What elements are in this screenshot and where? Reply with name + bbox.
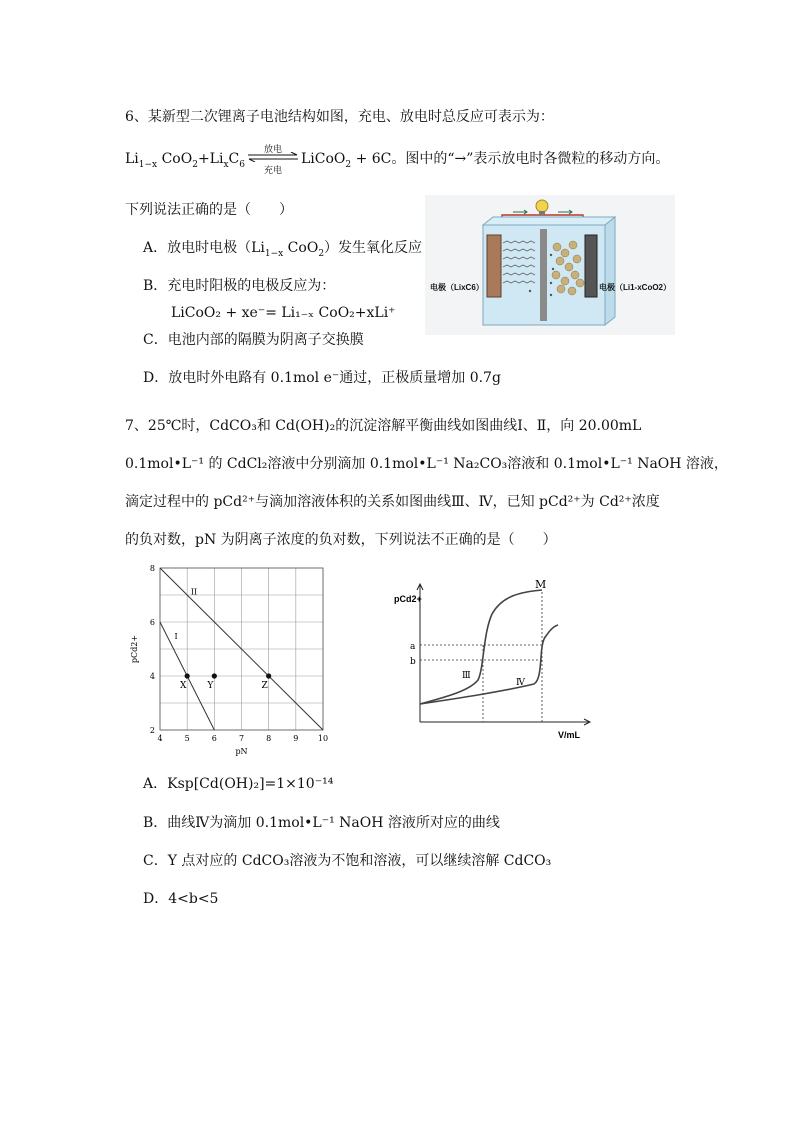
opt-text: ）发生氧化反应 bbox=[324, 240, 423, 256]
solubility-chart bbox=[125, 560, 340, 760]
x-axis-label: V/mL bbox=[558, 730, 581, 740]
eq-part: C bbox=[228, 151, 240, 167]
x-axis-label: pN bbox=[235, 747, 248, 756]
data-point-Z bbox=[266, 673, 271, 678]
opt-sub: 1−x bbox=[264, 248, 284, 259]
titration-chart bbox=[380, 572, 600, 750]
q6-option-a bbox=[143, 238, 422, 258]
eq-part: Li bbox=[125, 151, 139, 167]
point-label-Y: Y bbox=[207, 681, 214, 691]
q7-option-d: D．4<b<5 bbox=[143, 891, 219, 907]
battery-diagram bbox=[425, 195, 675, 335]
x-tick-label: 6 bbox=[211, 734, 217, 743]
eq-sub: 1−x bbox=[138, 159, 158, 170]
q7-line-3: 滴定过程中的 pCd²⁺与滴加溶液体积的关系如图曲线Ⅲ、Ⅳ，已知 pCd²⁺为 Cd²⁺浓度 bbox=[125, 494, 660, 510]
y-mark-b: b bbox=[410, 657, 416, 667]
x-tick-label: 7 bbox=[238, 734, 245, 743]
x-tick-label: 8 bbox=[266, 734, 272, 743]
y-mark-a: a bbox=[410, 642, 416, 652]
curve-label-Ⅲ: Ⅲ bbox=[462, 671, 471, 681]
q7-line-1: 7、25℃时，CdCO₃和 Cd(OH)₂的沉淀溶解平衡曲线如图曲线Ⅰ、Ⅱ，向 20.00mL bbox=[125, 418, 642, 434]
opt-sub: 2 bbox=[318, 248, 325, 259]
titration-chart-svg bbox=[380, 572, 600, 750]
point-label-M: M bbox=[535, 578, 547, 591]
eq-sub: 6 bbox=[239, 159, 245, 170]
series-label-I: I bbox=[174, 631, 178, 641]
x-tick-label: 9 bbox=[293, 734, 299, 743]
y-axis-label: pCd2+ bbox=[130, 634, 139, 664]
battery-left-label: 电极（LixC6） bbox=[430, 283, 484, 292]
y-tick-label: 2 bbox=[149, 726, 155, 735]
point-label-Z: Z bbox=[261, 681, 268, 691]
reversible-arrow bbox=[247, 145, 299, 176]
y-tick-label: 6 bbox=[149, 618, 155, 627]
curve-label-Ⅳ: Ⅳ bbox=[516, 678, 525, 688]
solubility-chart-svg bbox=[125, 560, 340, 760]
x-tick-label: 5 bbox=[184, 734, 190, 743]
q7-option-c: C．Y 点对应的 CdCO₃溶液为不饱和溶液，可以继续溶解 CdCO₃ bbox=[143, 853, 552, 869]
battery-figure bbox=[425, 195, 675, 335]
q6-option-b-equation: LiCoO₂ + xe⁻= Li₁₋ₓ CoO₂+xLi⁺ bbox=[171, 305, 396, 321]
q6-stem: 6、某新型二次锂离子电池结构如图，充电、放电时总反应可表示为： bbox=[125, 109, 554, 125]
battery-right-label: 电极（Li1-xCoO2） bbox=[599, 283, 672, 292]
eq-part: CoO bbox=[157, 151, 193, 167]
q6-question: 下列说法正确的是（ ） bbox=[125, 202, 293, 218]
data-point-Y bbox=[212, 673, 217, 678]
q7-line-2: 0.1mol•L⁻¹ 的 CdCl₂溶液中分别滴加 0.1mol•L⁻¹ Na₂CO₃溶液和 0.1mol•L⁻¹ NaOH 溶液， bbox=[125, 456, 728, 472]
eq-part: + 6C。图中的“→”表示放电时各微粒的移动方向。 bbox=[351, 151, 670, 167]
y-tick-label: 8 bbox=[149, 564, 155, 573]
q6-option-c: C．电池内部的隔膜为阴离子交换膜 bbox=[143, 332, 364, 348]
eq-part: +Li bbox=[197, 151, 224, 167]
eq-part: LiCoO bbox=[300, 151, 346, 167]
eq-sub: 2 bbox=[192, 159, 198, 170]
opt-text: CoO bbox=[283, 240, 319, 256]
x-tick-label: 4 bbox=[157, 734, 163, 743]
y-axis-label: pCd2+ bbox=[394, 594, 422, 604]
eq-sub: x bbox=[223, 159, 229, 170]
q7-option-a: A．Ksp[Cd(OH)₂]=1×10⁻¹⁴ bbox=[143, 776, 334, 792]
eq-sub: 2 bbox=[345, 159, 352, 170]
opt-text: A．放电时电极（Li bbox=[143, 240, 265, 256]
q6-option-b: B．充电时阳极的电极反应为： bbox=[143, 278, 336, 294]
arrow-top-label: 放电 bbox=[263, 145, 282, 155]
data-point-X bbox=[185, 673, 190, 678]
q7-option-b: B．曲线Ⅳ为滴加 0.1mol•L⁻¹ NaOH 溶液所对应的曲线 bbox=[143, 815, 500, 831]
q7-line-4: 的负对数，pN 为阴离子浓度的负对数，下列说法不正确的是（ ） bbox=[125, 532, 557, 548]
series-label-II: II bbox=[190, 587, 198, 597]
q6-equation bbox=[125, 145, 670, 176]
point-label-X: X bbox=[179, 681, 187, 691]
arrow-bottom-label: 充电 bbox=[263, 166, 282, 176]
curve-Ⅳ bbox=[420, 625, 558, 704]
x-tick-label: 10 bbox=[317, 734, 329, 743]
q6-option-d: D．放电时外电路有 0.1mol e⁻通过，正极质量增加 0.7g bbox=[143, 370, 501, 386]
y-tick-label: 4 bbox=[149, 672, 155, 681]
